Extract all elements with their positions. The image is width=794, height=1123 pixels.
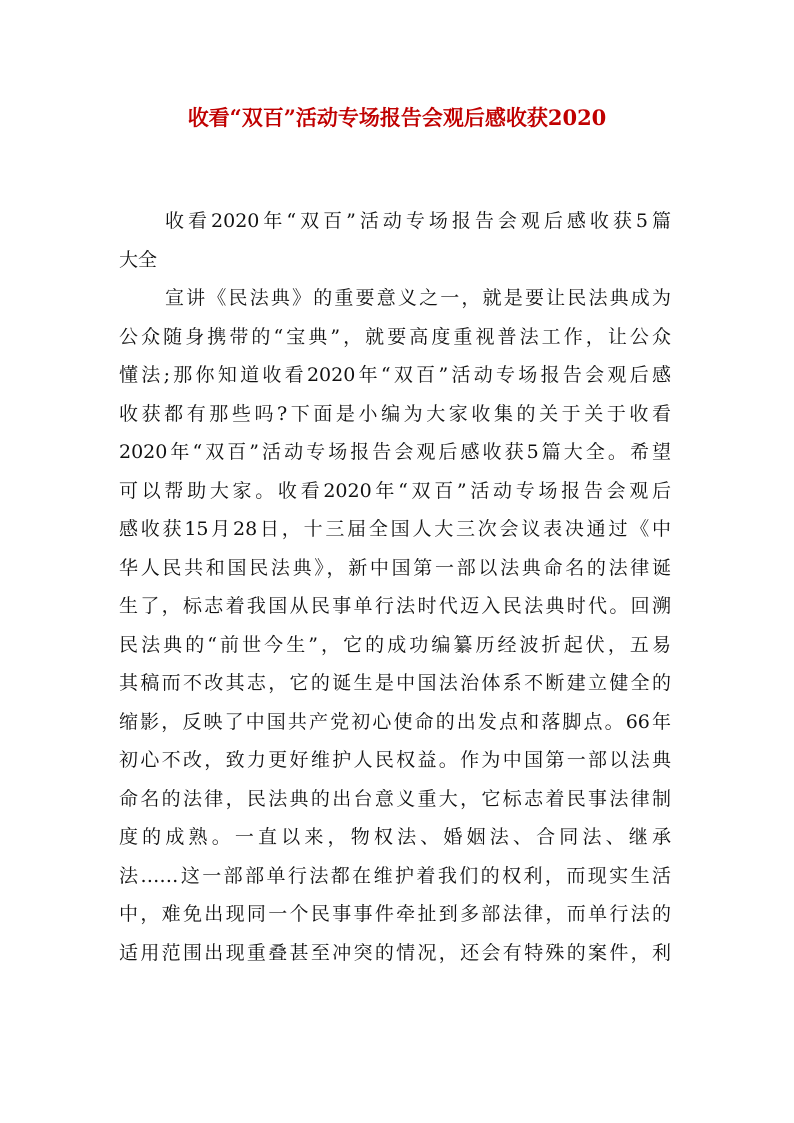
- paragraph-2-line-17: 中，难免出现同一个民事事件牵扯到多部法律，而单行法的: [119, 903, 671, 925]
- document-title: 收看“双百”活动专场报告会观后感收获2020: [187, 105, 607, 130]
- paragraph-2-line-16: 法……这一部部单行法都在维护着我们的权利，而现实生活: [119, 864, 671, 887]
- paragraph-2-line-3: 懂法;那你知道收看2020年“双百”活动专场报告会观后感: [119, 364, 671, 386]
- paragraph-2-line-12: 缩影，反映了中国共产党初心使命的出发点和落脚点。66年: [119, 710, 671, 733]
- paragraph-2-line-2: 公众随身携带的“宝典”，就要高度重视普法工作，让公众: [119, 325, 671, 348]
- paragraph-2-line-18: 适用范围出现重叠甚至冲突的情况，还会有特殊的案件，利: [119, 941, 671, 964]
- paragraph-2-line-5: 2020年“双百”活动专场报告会观后感收获5篇大全。希望: [119, 441, 671, 463]
- paragraph-2-line-14: 命名的法律，民法典的出台意义重大，它标志着民事法律制: [119, 787, 671, 810]
- paragraph-2-line-4: 收获都有那些吗?下面是小编为大家收集的关于关于收看: [119, 402, 671, 425]
- paragraph-2-line-7: 感收获15月28日，十三届全国人大三次会议表决通过《中: [119, 518, 671, 540]
- paragraph-1-line-2: 大全: [119, 248, 158, 271]
- paragraph-2-line-15: 度的成熟。一直以来，物权法、婚姻法、合同法、继承: [119, 826, 671, 848]
- paragraph-2-line-9: 生了，标志着我国从民事单行法时代迈入民法典时代。回溯: [119, 595, 671, 617]
- paragraph-2-line-10: 民法典的“前世今生”，它的成功编纂历经波折起伏，五易: [119, 633, 671, 656]
- paragraph-2-line-8: 华人民共和国民法典》，新中国第一部以法典命名的法律诞: [119, 556, 671, 579]
- paragraph-2-line-13: 初心不改，致力更好维护人民权益。作为中国第一部以法典: [119, 749, 671, 771]
- paragraph-2-line-1: 宣讲《民法典》的重要意义之一，就是要让民法典成为: [165, 287, 671, 309]
- paragraph-1-line-1: 收看2020年“双百”活动专场报告会观后感收获5篇: [165, 210, 671, 232]
- paragraph-2-line-11: 其稿而不改其志，它的诞生是中国法治体系不断建立健全的: [119, 672, 671, 694]
- paragraph-2-line-6: 可以帮助大家。收看2020年“双百”活动专场报告会观后: [119, 479, 671, 502]
- document-body: [119, 202, 671, 972]
